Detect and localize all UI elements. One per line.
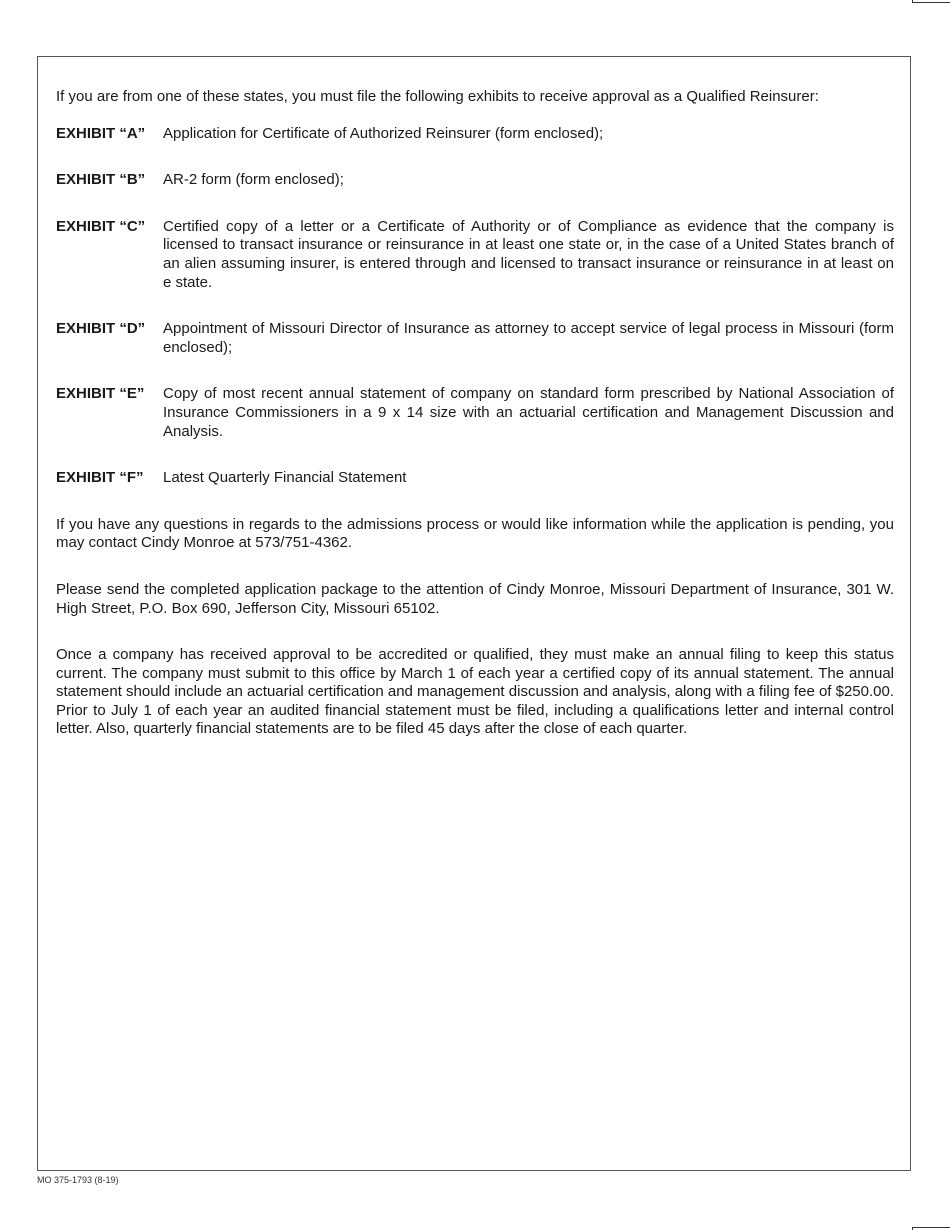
exhibit-description: Appointment of Missouri Director of Insurance as attorney to accept service of legal process in Missouri (form enclosed);	[163, 320, 894, 356]
exhibit-label: EXHIBIT “F”	[56, 469, 144, 487]
form-code: MO 375-1793 (8-19)	[37, 1175, 119, 1185]
exhibit-b	[56, 171, 894, 190]
exhibit-f	[56, 469, 894, 488]
exhibit-description: Copy of most recent annual statement of company on standard form prescribed by National Association of Insurance Commissioners in a 9 x 14 size with an actuarial certification and Management Discussion and Analysis.	[163, 385, 894, 440]
exhibit-label: EXHIBIT “D”	[56, 320, 146, 338]
exhibit-label: EXHIBIT “E”	[56, 385, 145, 403]
document-body	[56, 88, 894, 767]
exhibit-description: AR-2 form (form enclosed);	[163, 171, 344, 189]
exhibit-a	[56, 125, 894, 144]
exhibit-e	[56, 385, 894, 441]
exhibit-label: EXHIBIT “A”	[56, 124, 146, 142]
exhibit-c	[56, 218, 894, 292]
intro-paragraph: If you are from one of these states, you must file the following exhibits to receive approval as a Qualified Reinsurer:	[56, 88, 819, 105]
questions-paragraph: If you have any questions in regards to the admissions process or would like information while the application is pending, you may contact Cindy Monroe at 573/751-4362.	[56, 515, 894, 552]
crop-mark-top-horizontal	[912, 2, 950, 3]
crop-mark-bottom-horizontal	[912, 1227, 950, 1228]
crop-mark-top-vertical	[912, 0, 913, 3]
send-paragraph: Please send the completed application package to the attention of Cindy Monroe, Missouri Department of Insurance, 301 W. High Street, P.O. Box 690, Jefferson City, Missouri 65102.	[56, 580, 894, 617]
exhibit-d	[56, 320, 894, 357]
annual-filing-paragraph: Once a company has received approval to be accredited or qualified, they must make an annual filing to keep this status current. The company must submit to this office by March 1 of each year a certified copy of its annual statement. The annual statement should include an actuarial certification and management discussion and analysis, along with a filing fee of $250.00. Prior to July 1 of each year an audited financial statement must be filed, including a qualifications letter and internal control letter. Also, quarterly financial statements are to be filed 45 days after the close of each quarter.	[56, 646, 895, 738]
exhibit-label: EXHIBIT “B”	[56, 171, 146, 189]
exhibit-description: Application for Certificate of Authorized Reinsurer (form enclosed);	[163, 124, 604, 142]
exhibit-description: Certified copy of a letter or a Certificate of Authority or of Compliance as evidence that the company is licensed to transact insurance or reinsurance in at least one state or, in the case of a United States branch of an alien assuming insurer, is entered through and licensed to transact insurance or reinsurance in at least on e state.	[163, 217, 894, 291]
exhibit-label: EXHIBIT “C”	[56, 217, 146, 235]
exhibit-description: Latest Quarterly Financial Statement	[163, 469, 407, 487]
